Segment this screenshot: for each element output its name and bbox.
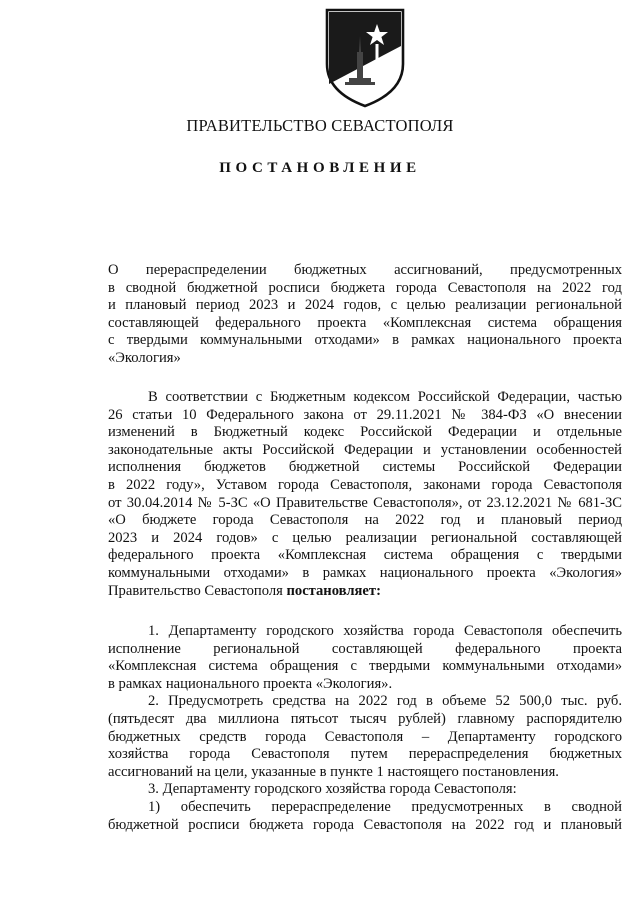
item-line: (пятьдесят два миллиона пятьсот тысяч рублей) главному распорядителю bbox=[108, 710, 622, 727]
preamble-line: 2023 и 2024 годов» с целью реализации региональной составляющей bbox=[108, 529, 622, 546]
item-line: «Комплексная система обращения с твердыми коммунальными отходами» bbox=[108, 658, 622, 675]
preamble-paragraph bbox=[108, 389, 622, 600]
item-line: 2. Предусмотреть средства на 2022 год в объеме 52 500,0 тыс. руб. bbox=[148, 693, 622, 710]
item-line: в рамках национального проекта «Экология». bbox=[108, 675, 393, 692]
subject-line: О перераспределении бюджетных ассигнований, предусмотренных bbox=[108, 262, 622, 278]
subject-line: с твердыми коммунальными отходами» в рамках национального проекта bbox=[108, 332, 622, 349]
subject-line: в сводной бюджетной росписи бюджета города Севастополя на 2022 год bbox=[108, 279, 622, 296]
preamble-government-text: Правительство Севастополя bbox=[108, 582, 287, 599]
preamble-line: В соответствии с Бюджетным кодексом Российской Федерации, частью bbox=[148, 389, 622, 405]
preamble-line: федерального проекта «Комплексная система обращения с твердыми bbox=[108, 547, 622, 564]
item-line: 3. Департаменту городского хозяйства города Севастополя: bbox=[148, 781, 517, 798]
preamble-final-line bbox=[108, 583, 622, 601]
item-line: бюджетных средств города Севастополя – Департаменту городского bbox=[108, 728, 622, 745]
subject-line: и плановый период 2023 и 2024 годов, с целью реализации региональной bbox=[108, 297, 622, 314]
preamble-line: исполнения бюджетов бюджетной системы Российской Федерации bbox=[108, 459, 622, 476]
preamble-line: «О бюджете города Севастополя на 2022 год и плановый период bbox=[108, 512, 622, 529]
preamble-line: 26 статьи 10 Федерального закона от 29.11.2021 № 384-ФЗ «О внесении bbox=[108, 406, 622, 423]
item-line: бюджетной росписи бюджета города Севастополя на 2022 год и плановый bbox=[108, 816, 622, 833]
item-line: 1) обеспечить перераспределение предусмотренных в сводной bbox=[148, 798, 622, 815]
preamble-line: в 2022 году», Уставом города Севастополя, законами города Севастополя bbox=[108, 476, 622, 493]
subject-line: «Экология» bbox=[108, 349, 181, 366]
document-type-heading: ПОСТАНОВЛЕНИЕ bbox=[219, 160, 421, 176]
resolution-items bbox=[108, 623, 622, 834]
preamble-line: изменений в Бюджетный кодекс Российской Федерации и отдельные bbox=[108, 424, 622, 441]
preamble-line: от 30.04.2014 № 5-ЗС «О Правительстве Севастополя», от 23.12.2021 № 681-ЗС bbox=[108, 494, 622, 511]
resolution-subject bbox=[108, 262, 622, 368]
item-line: исполнение региональной составляющей федерального проекта bbox=[108, 640, 622, 657]
preamble-line: коммунальными отходами» в рамках национального проекта «Экология» bbox=[108, 564, 622, 581]
preamble-decision-word: постановляет: bbox=[286, 582, 381, 599]
preamble-line: законодательные акты Российской Федерации и установлении особенностей bbox=[108, 441, 622, 458]
sevastopol-coat-of-arms-icon bbox=[323, 6, 407, 110]
item-line: 1. Департаменту городского хозяйства города Севастополя обеспечить bbox=[148, 623, 622, 639]
item-line: хозяйства города Севастополя путем перераспределения бюджетных bbox=[108, 746, 622, 763]
item-line: ассигнований на цели, указанные в пункте 1 настоящего постановления. bbox=[108, 763, 559, 780]
subject-line: составляющей федерального проекта «Комплексная система обращения bbox=[108, 314, 622, 331]
government-title: ПРАВИТЕЛЬСТВО СЕВАСТОПОЛЯ bbox=[186, 116, 454, 135]
